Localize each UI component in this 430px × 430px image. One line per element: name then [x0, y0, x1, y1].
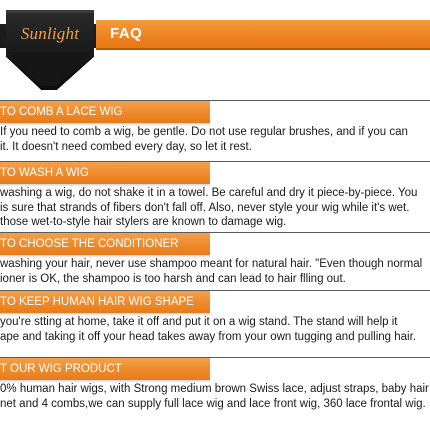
logo-wordmark: Sunlight [20, 24, 80, 43]
section-body-wash [0, 186, 430, 230]
section-heading-conditioner [0, 233, 210, 255]
logo-badge-shape [0, 0, 96, 96]
section-body-shape [0, 315, 430, 344]
section-heading-comb [0, 101, 210, 123]
faq-header [0, 0, 430, 96]
text-line: those wet-to-style hair stylers are known to damage wig. [0, 216, 287, 228]
section-heading-text: T OUR WIG PRODUCT [0, 363, 122, 375]
section-heading-text: TO CHOOSE THE CONDITIONER [0, 238, 179, 250]
section-heading-wash [0, 162, 210, 184]
header-orange-band [96, 20, 430, 50]
text-line: it. It doesn't need combed every day, so let it rest. [0, 140, 252, 153]
section-body-conditioner [0, 257, 430, 286]
section-heading-text: TO COMB A LACE WIG [0, 106, 123, 118]
text-line: 0% human hair wigs, with Strong medium brown Swiss lace, adjust straps, baby hair [0, 383, 429, 395]
section-heading-product [0, 358, 210, 380]
section-heading-text: TO WASH A WIG [0, 167, 89, 179]
text-line: washing your hair, never use shampoo meant for natural hair. "Even though normal [0, 258, 423, 270]
header-orange-band-edge [96, 48, 430, 50]
text-line: If you need to comb a wig, be gentle. Do not use regular brushes, and if you can [0, 126, 408, 138]
text-line: ioner is OK, the shampoo is too harsh and can lead to hair flling out. [0, 272, 346, 285]
section-body-comb [0, 125, 430, 154]
sunlight-logo-badge [0, 0, 96, 96]
text-line: ape and taking it off your head takes away from your own tugging and pulling hair. [0, 330, 416, 343]
section-body-product [0, 382, 430, 411]
text-line: you're stting at home, take it off and put it on a wig stand. The stand will help it [0, 316, 398, 328]
text-line: washing a wig, do not shake it in a towel. Be careful and dry it piece-by-piece. You [0, 187, 418, 199]
section-heading-text: TO KEEP HUMAN HAIR WIG SHAPE [0, 296, 194, 308]
text-line: is sure that strands of fibers don't fall off. Also, never style your wig while it's wet. [0, 201, 410, 214]
section-heading-shape [0, 291, 210, 313]
text-line: net and 4 combs,we can supply full lace wig and lace front wig, 360 lace frontal wig. [0, 397, 426, 410]
page-title: FAQ [110, 25, 143, 42]
